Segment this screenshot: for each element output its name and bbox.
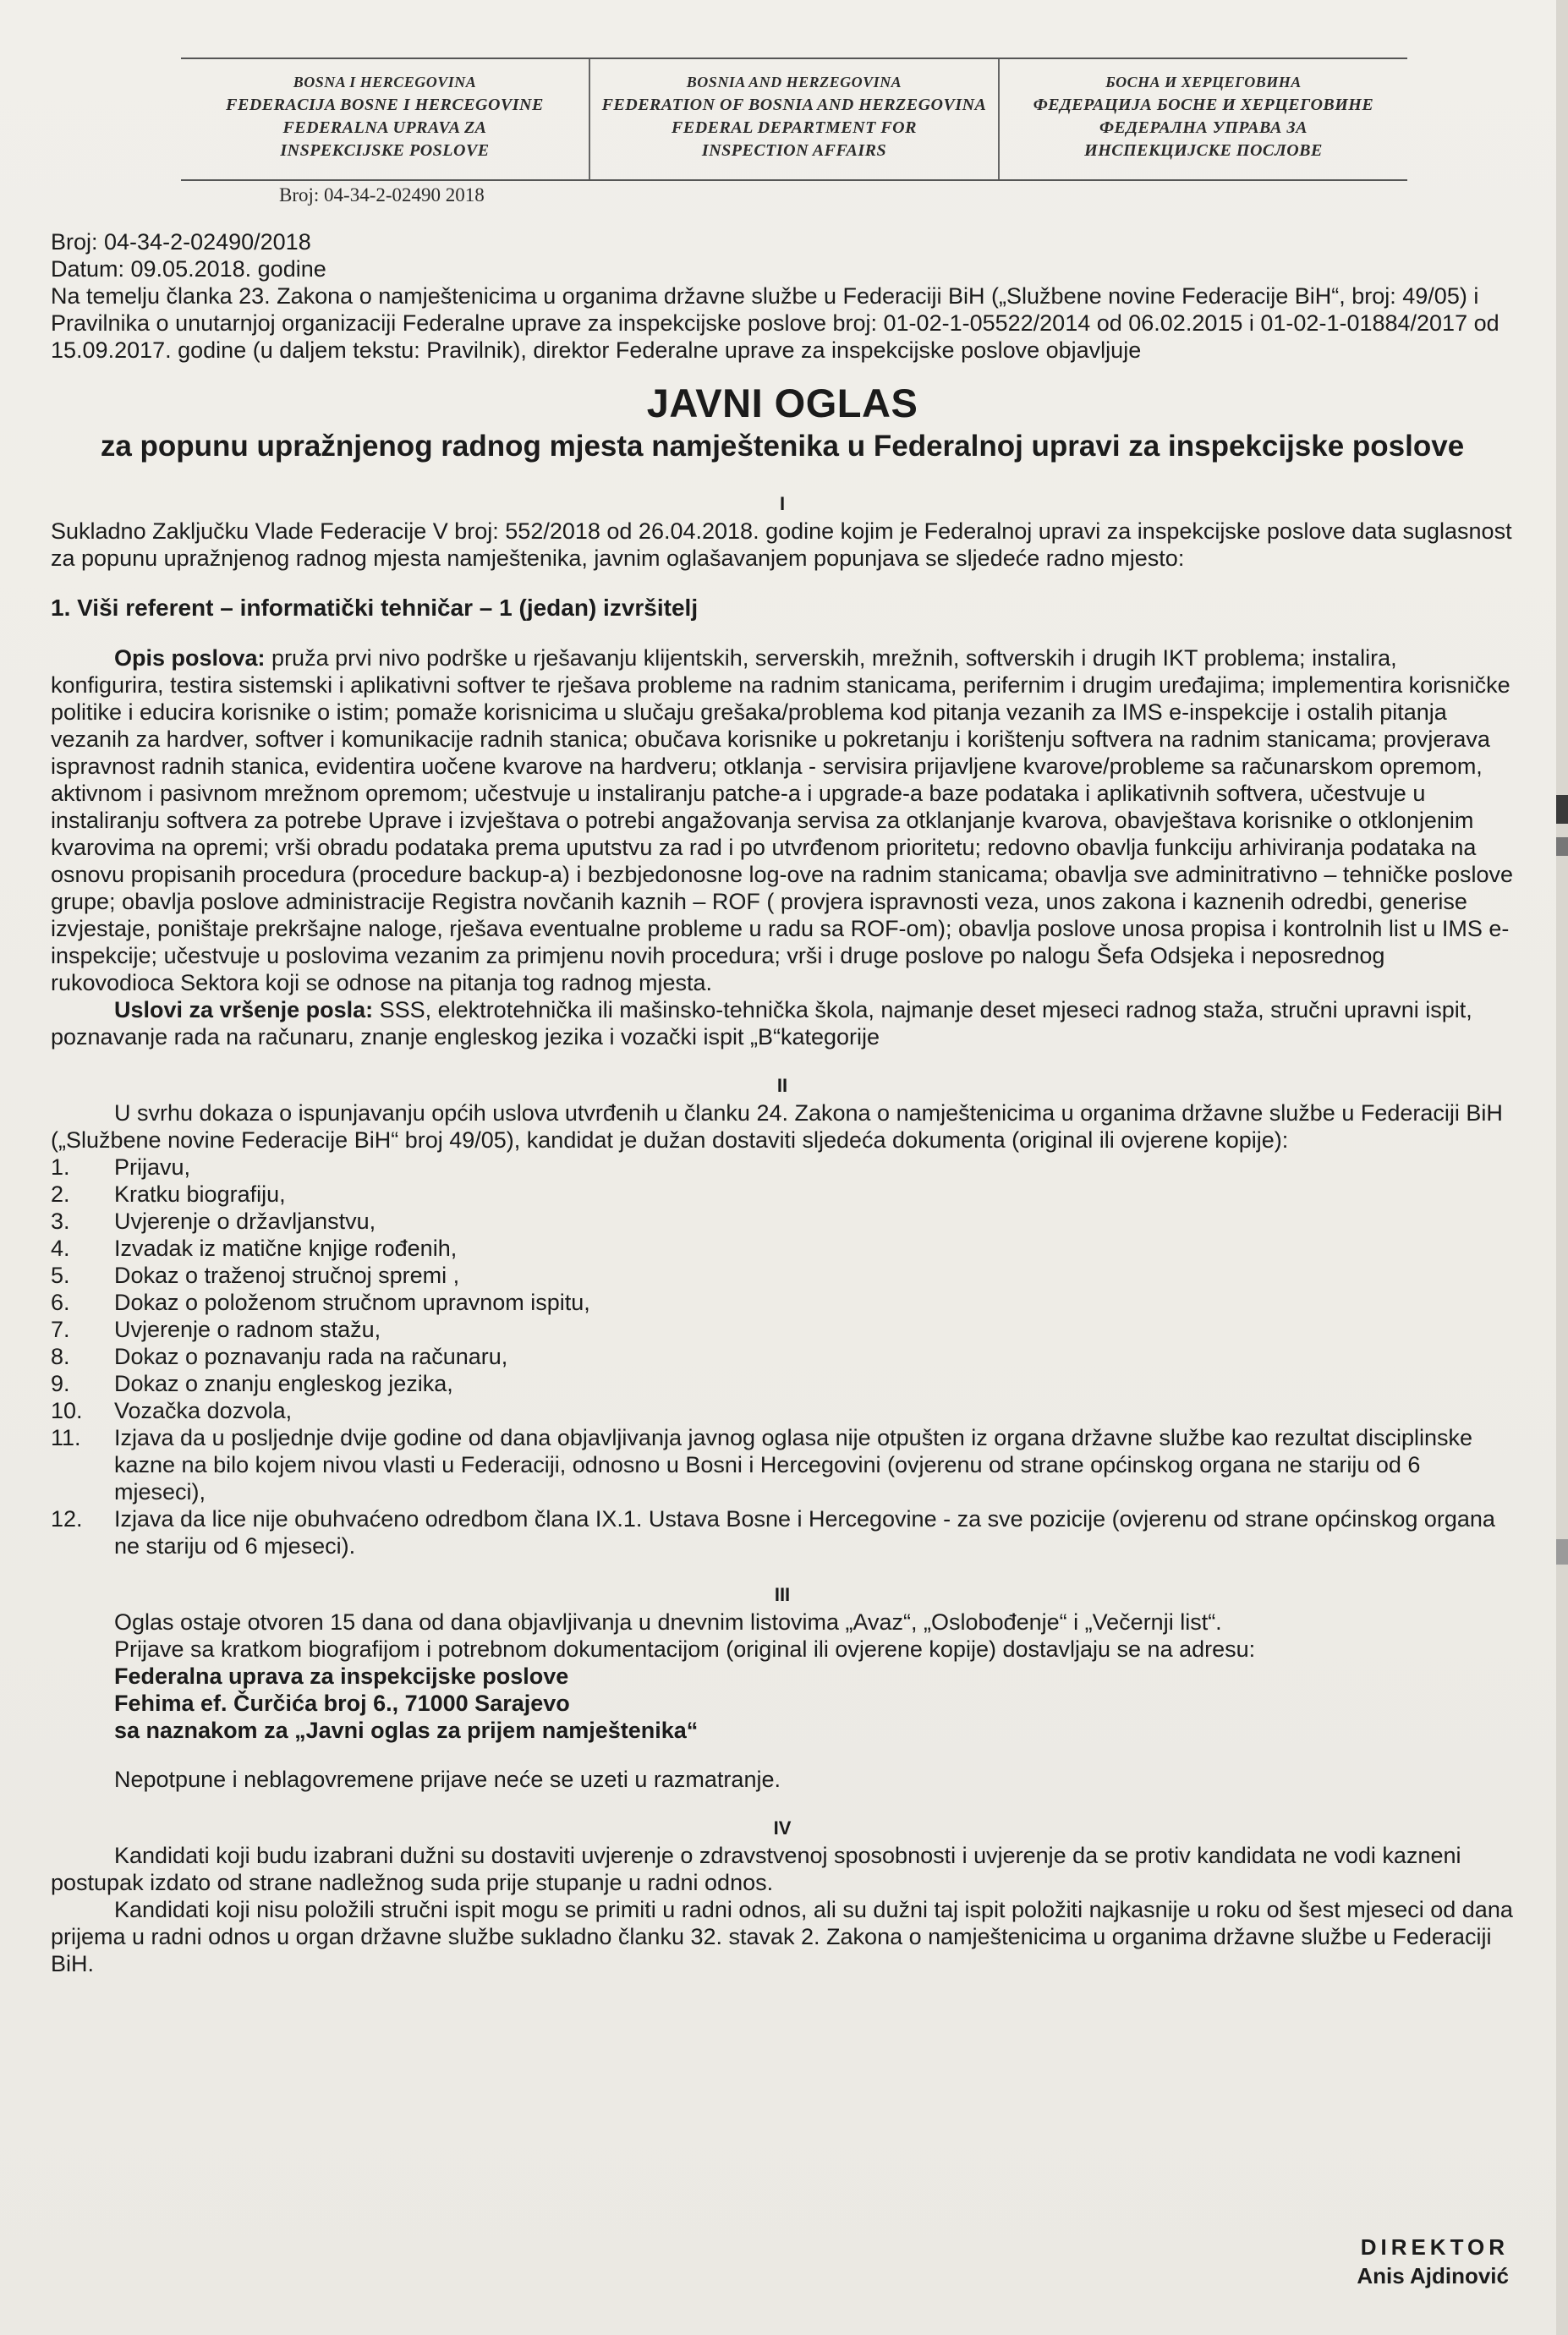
section-4-paragraph-2: Kandidati koji nisu položili stručni ispit mogu se primiti u radni odnos, ali su dužni taj ispit položiti najkasnije u roku od šest mjeseci od dana prijema u radni odnos u organ državne službe sukladno članku 32. stavak 2. Zakona o namještenicima u organima državne službe u Federaciji BiH. (51, 1897, 1513, 1976)
edge-mark (1556, 1539, 1568, 1565)
letterhead-line: ИНСПЕКЦИЈСКЕ ПОСЛОВЕ (1084, 141, 1323, 160)
edge-mark (1556, 795, 1568, 824)
letterhead-line: BOSNA I HERCEGOVINA (293, 74, 477, 90)
letterhead-line: БОСНА И ХЕРЦЕГОВИНА (1105, 74, 1302, 90)
section-2-text: U svrhu dokaza o ispunjavanju općih uslova utvrđenih u članku 24. Zakona o namještenicima u organima državne službe u Federaciji BiH („Službene novine Federacije BiH“ broj 49/05), kandidat je dužan dostaviti sljedeća dokumenta (original ili ovjerene kopije): (51, 1100, 1503, 1153)
list-item (51, 1208, 1514, 1235)
document-body (51, 228, 1514, 1977)
letterhead-line: FEDERACIJA BOSNE I HERCEGOVINE (226, 96, 544, 114)
edge-mark (1556, 837, 1568, 856)
list-number: 6. (51, 1290, 70, 1315)
letterhead-line: INSPECTION AFFAIRS (701, 141, 887, 160)
list-number: 11. (51, 1425, 81, 1450)
list-number: 2. (51, 1181, 70, 1207)
list-text: Uvjerenje o radnom stažu, (114, 1317, 381, 1342)
letterhead-line: BOSNIA AND HERZEGOVINA (686, 74, 902, 90)
list-text: Kratku biografiju, (114, 1181, 286, 1207)
section-1-text: Sukladno Zaključku Vlade Federacije V broj: 552/2018 od 26.04.2018. godine kojim je Federalnoj upravi za inspekcijske poslove data suglasnost za popunu upražnjenog radnog mjesta namještenika, javnim oglašavanjem popunjava se sljedeće radno mjesto: (51, 518, 1512, 571)
page-subtitle: za popunu upražnjenog radnog mjesta namještenika u Federalnoj upravi za inspekcijske poslove (100, 430, 1465, 463)
list-item (51, 1370, 1514, 1397)
letterhead (181, 58, 1407, 181)
letterhead-line: FEDERALNA UPRAVA ZA (282, 118, 487, 137)
signatory-role: DIREKTOR (1360, 2234, 1509, 2260)
address-line: sa naznakom za „Javni oglas za prijem namještenika“ (114, 1718, 699, 1743)
list-item (51, 1154, 1514, 1181)
letterhead-line: FEDERAL DEPARTMENT FOR (672, 118, 917, 137)
list-number: 12. (51, 1506, 83, 1532)
signature-block (1357, 2233, 1509, 2290)
section-numeral: III (774, 1584, 791, 1605)
stamp-number: Broj: 04-34-2-02490 2018 (279, 184, 485, 206)
letterhead-line: INSPEKCIJSKE POSLOVE (280, 141, 490, 160)
letterhead-cyrillic (998, 59, 1407, 179)
list-number: 10. (51, 1398, 83, 1423)
documents-list (51, 1154, 1514, 1559)
document-date: Datum: 09.05.2018. godine (51, 256, 326, 282)
preamble: Na temelju članka 23. Zakona o namještenicima u organima državne službe u Federaciji BiH („Službene novine Federacije BiH“, broj: 49/05) i Pravilnika o unutarnjoj organizaciji Federalne uprave za inspekcijske poslove broj: 01-02-1-05522/2014 od 06.02.2015 i 01-02-1-01884/2017 od 15.09.2017. godine (u daljem tekstu: Pravilnik), direktor Federalne uprave za inspekcijske poslove objavljuje (51, 283, 1499, 363)
job-requirements (51, 996, 1514, 1050)
page-title: JAVNI OGLAS (646, 381, 918, 425)
list-number: 8. (51, 1344, 70, 1369)
list-number: 1. (51, 1154, 70, 1180)
section-numeral: II (776, 1075, 788, 1096)
letterhead-local (181, 59, 589, 179)
list-text: Prijavu, (114, 1154, 191, 1180)
list-number: 4. (51, 1236, 70, 1261)
job-requirements-text: SSS, elektrotehnička ili mašinsko-tehnička škola, najmanje deset mjeseci radnog staža, stručni upravni ispit, poznavanje rada na računaru, znanje engleskog jezika i vozački ispit „B“kategorije (51, 997, 1472, 1050)
address-line: Fehima ef. Čurčića broj 6., 71000 Sarajevo (114, 1691, 570, 1716)
list-number: 5. (51, 1263, 70, 1288)
section-numeral: IV (773, 1817, 792, 1839)
list-item (51, 1289, 1514, 1316)
list-text: Dokaz o položenom stručnom upravnom ispitu, (114, 1290, 590, 1315)
letterhead-line: ФЕДЕРАЦИЈА БОСНЕ И ХЕРЦЕГОВИНЕ (1033, 96, 1374, 114)
list-item (51, 1505, 1514, 1559)
section-4-paragraph-1: Kandidati koji budu izabrani dužni su dostaviti uvjerenje o zdravstvenoj sposobnosti i uvjerenje da se protiv kandidata ne vodi kazneni postupak izdato od strane nadležnog suda prije stupanje u radni odnos. (51, 1843, 1461, 1895)
list-text: Dokaz o znanju engleskog jezika, (114, 1371, 453, 1396)
section-3-line-1: Oglas ostaje otvoren 15 dana od dana objavljivanja u dnevnim listovima „Avaz“, „Oslobođenje“ i „Večernji list“. (114, 1609, 1222, 1635)
section-3-note: Nepotpune i neblagovremene prijave neće se uzeti u razmatranje. (114, 1767, 781, 1792)
list-number: 9. (51, 1371, 70, 1396)
list-item (51, 1343, 1514, 1370)
section-numeral: I (779, 493, 786, 514)
list-item (51, 1181, 1514, 1208)
list-number: 7. (51, 1317, 70, 1342)
letterhead-english (589, 59, 998, 179)
job-description (51, 644, 1514, 996)
list-text: Izjava da u posljednje dvije godine od dana objavljivanja javnog oglasa nije otpušten iz organa državne službe kao rezultat disciplinske kazne na bilo kojem nivou vlasti u Federaciji, odnosno u Bosni i Hercegovini (ovjerenu od strane općinskog organa ne stariju od 6 mjeseci), (114, 1425, 1473, 1505)
list-item (51, 1316, 1514, 1343)
position-title: 1. Viši referent – informatički tehničar – 1 (jedan) izvršitelj (51, 595, 699, 621)
job-description-text: pruža prvi nivo podrške u rješavanju klijentskih, serverskih, mrežnih, softverskih i drugih IKT problema; instalira, konfigurira, testira sistemski i aplikativni softver te rješava probleme na radnim stanicama, perifernim i drugim uređajima; implementira korisničke politike i educira korisnike o istim; pomaže korisnicima u slučaju grešaka/problema kod pitanja vezanih za IMS e-inspekcije i ostalih pitanja vezanih za hardver, softver i komunikacije radnih stanica; obučava korisnike u pokretanju i korištenju softvera na radnim stanicama; provjerava ispravnost radnih stanica, evidentira uočene kvarove na hardveru; otklanja - servisira prijavljene kvarove/probleme sa računarskom opremom, aktivnom i pasivnom mrežnom opremom; učestvuje u instaliranju patche-a i upgrade-a baze podataka i aplikativnih softvera, učestvuje u instaliranju softvera za potrebe Uprave i izvještava o potrebi angažovanja servisa za otklanjanje kvarova, obavještava korisnike o otklonjenim kvarovima na opremi; vrši obradu podataka prema uputstvu za rad i po utvrđenom prioritetu; redovno obavlja funkciju arhiviranja podataka na osnovu propisanih procedura (procedure backup-a) i bezbjedonosne log-ove na radnim stanicama; obavlja sve adminitrativno – tehničke poslove grupe; obavlja poslove administracije Registra novčanih kaznih – ROF ( provjera ispravnosti veza, unos zakona i kaznenih odredbi, generise izvjestaje, poništaje prekršajne naloge, rješava eventualne probleme u radu sa ROF-om); obavlja poslove unosa propisa i kontrolnih list u IMS e-inspekcije; učestvuje u poslovima vezanim za primjenu novih procedura; vrši i druge poslove po nalogu Šefa Odsjeka i neposrednog rukovodioca Sektora koji se odnose na pitanja tog radnog mjesta. (51, 645, 1514, 995)
list-text: Dokaz o poznavanju rada na računaru, (114, 1344, 508, 1369)
job-requirements-label: Uslovi za vršenje posla: (114, 997, 374, 1022)
page-edge (1556, 0, 1568, 2335)
list-text: Izvadak iz matične knjige rođenih, (114, 1236, 458, 1261)
list-item (51, 1235, 1514, 1262)
list-item (51, 1262, 1514, 1289)
list-text: Uvjerenje o državljanstvu, (114, 1209, 376, 1234)
list-item (51, 1397, 1514, 1424)
list-text: Izjava da lice nije obuhvaćeno odredbom člana IX.1. Ustava Bosne i Hercegovine - za sve pozicije (ovjerenu od strane općinskog organa ne stariju od 6 mjeseci). (114, 1506, 1495, 1559)
list-number: 3. (51, 1209, 70, 1234)
section-3-line-2: Prijave sa kratkom biografijom i potrebnom dokumentacijom (original ili ovjerene kopije) dostavljaju se na adresu: (114, 1636, 1256, 1662)
list-text: Vozačka dozvola, (114, 1398, 293, 1423)
job-description-label: Opis poslova: (114, 645, 266, 671)
list-text: Dokaz o traženoj stručnoj spremi , (114, 1263, 460, 1288)
signatory-name: Anis Ajdinović (1357, 2263, 1509, 2288)
list-item (51, 1424, 1514, 1505)
letterhead-line: FEDERATION OF BOSNIA AND HERZEGOVINA (601, 96, 987, 114)
address-line: Federalna uprava za inspekcijske poslove (114, 1664, 569, 1689)
document-number: Broj: 04-34-2-02490/2018 (51, 229, 311, 255)
letterhead-line: ФЕДЕРАЛНА УПРАВА ЗА (1099, 118, 1308, 137)
